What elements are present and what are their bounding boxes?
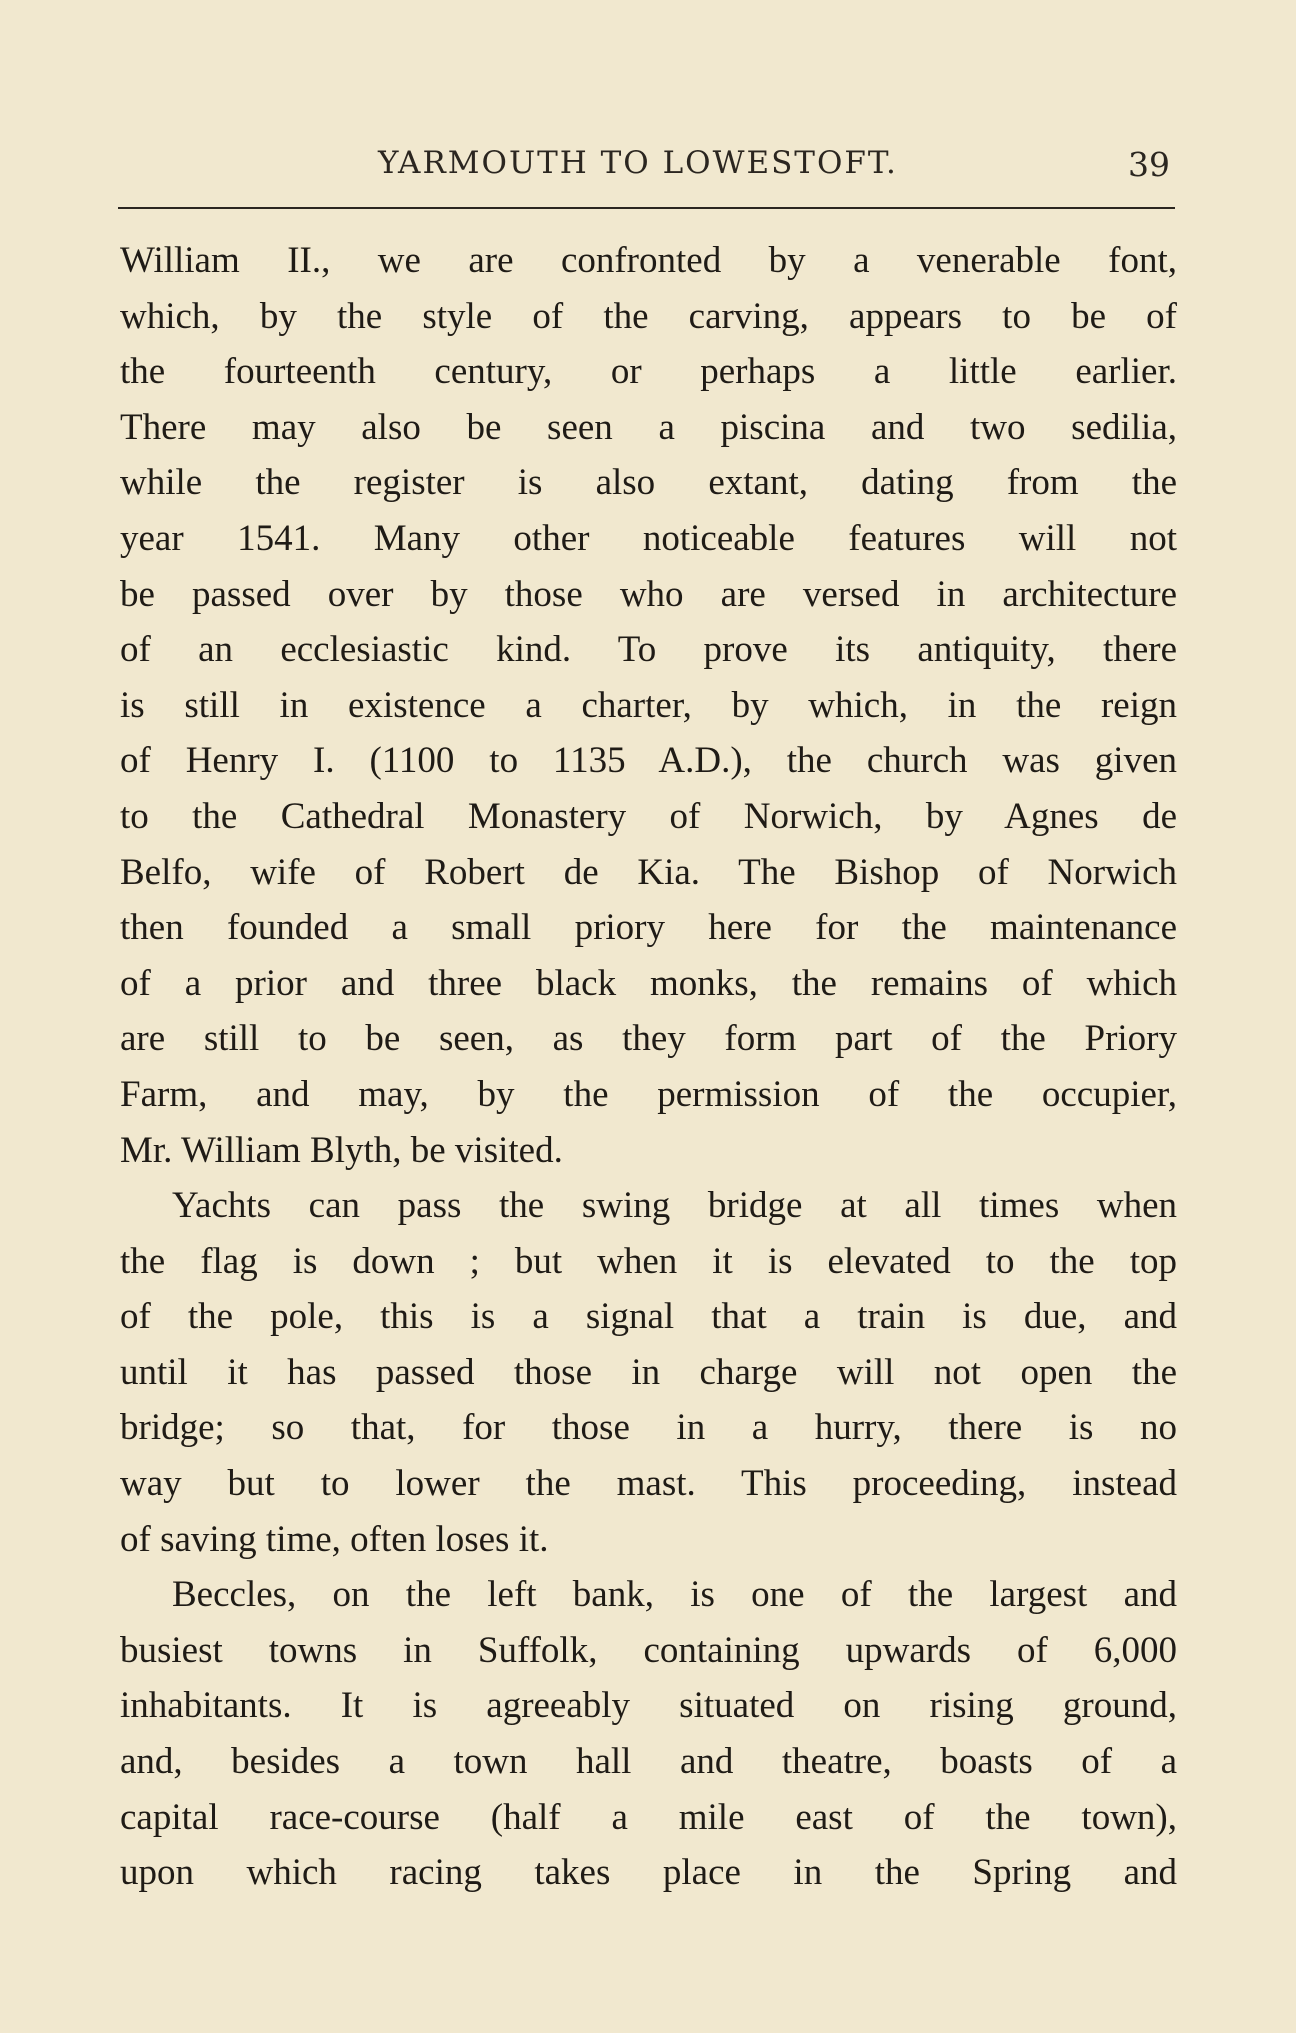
text-line: the fourteenth century, or perhaps a little earlier.	[120, 351, 1177, 393]
text-line: busiest towns in Suffolk, containing upwards of 6,000	[120, 1629, 1177, 1671]
text-line: upon which racing takes place in the Spring and	[120, 1852, 1177, 1894]
text-line: which, by the style of the carving, appears to be of	[120, 295, 1177, 337]
page-header	[118, 145, 1176, 195]
text-line: and, besides a town hall and theatre, boasts of a	[120, 1741, 1177, 1783]
text-line: capital race-course (half a mile east of the town),	[120, 1796, 1177, 1838]
text-line: while the register is also extant, dating from the	[120, 462, 1177, 504]
text-line: the flag is down ; but when it is elevated to the top	[120, 1240, 1177, 1282]
text-line: is still in existence a charter, by which, in the reign	[120, 684, 1177, 726]
text-line: of a prior and three black monks, the remains of which	[120, 962, 1177, 1004]
text-line: way but to lower the mast. This proceeding, instead	[120, 1463, 1177, 1505]
text-line: There may also be seen a piscina and two sedilia,	[120, 406, 1177, 448]
text-line: be passed over by those who are versed in architecture	[120, 573, 1177, 615]
text-line: year 1541. Many other noticeable features will not	[120, 517, 1177, 559]
text-line: of Henry I. (1100 to 1135 A.D.), the church was given	[120, 740, 1177, 782]
text-line: to the Cathedral Monastery of Norwich, by Agnes de	[120, 795, 1177, 837]
text-line: until it has passed those in charge will not open the	[120, 1351, 1177, 1393]
text-line: are still to be seen, as they form part of the Priory	[120, 1018, 1177, 1060]
text-line: bridge; so that, for those in a hurry, there is no	[120, 1407, 1177, 1449]
page-number: 39	[1128, 145, 1170, 184]
text-line: William II., we are confronted by a venerable font,	[120, 240, 1177, 281]
text-line: of the pole, this is a signal that a train is due, and	[120, 1296, 1177, 1338]
text-line: inhabitants. It is agreeably situated on rising ground,	[120, 1685, 1177, 1727]
text-line: Beccles, on the left bank, is one of the largest and	[172, 1574, 1177, 1616]
text-line: of an ecclesiastic kind. To prove its antiquity, there	[120, 629, 1177, 671]
body-text	[120, 233, 1177, 1901]
text-line: then founded a small priory here for the maintenance	[120, 907, 1177, 949]
header-rule	[118, 207, 1175, 209]
running-title: YARMOUTH TO LOWESTOFT.	[378, 145, 898, 181]
text-line: Yachts can pass the swing bridge at all times when	[172, 1185, 1177, 1227]
text-line: Farm, and may, by the permission of the occupier,	[120, 1073, 1177, 1115]
text-line: of saving time, often loses it.	[120, 1518, 549, 1560]
text-line: Belfo, wife of Robert de Kia. The Bishop of Norwich	[120, 851, 1177, 893]
text-line: Mr. William Blyth, be visited.	[120, 1129, 563, 1171]
